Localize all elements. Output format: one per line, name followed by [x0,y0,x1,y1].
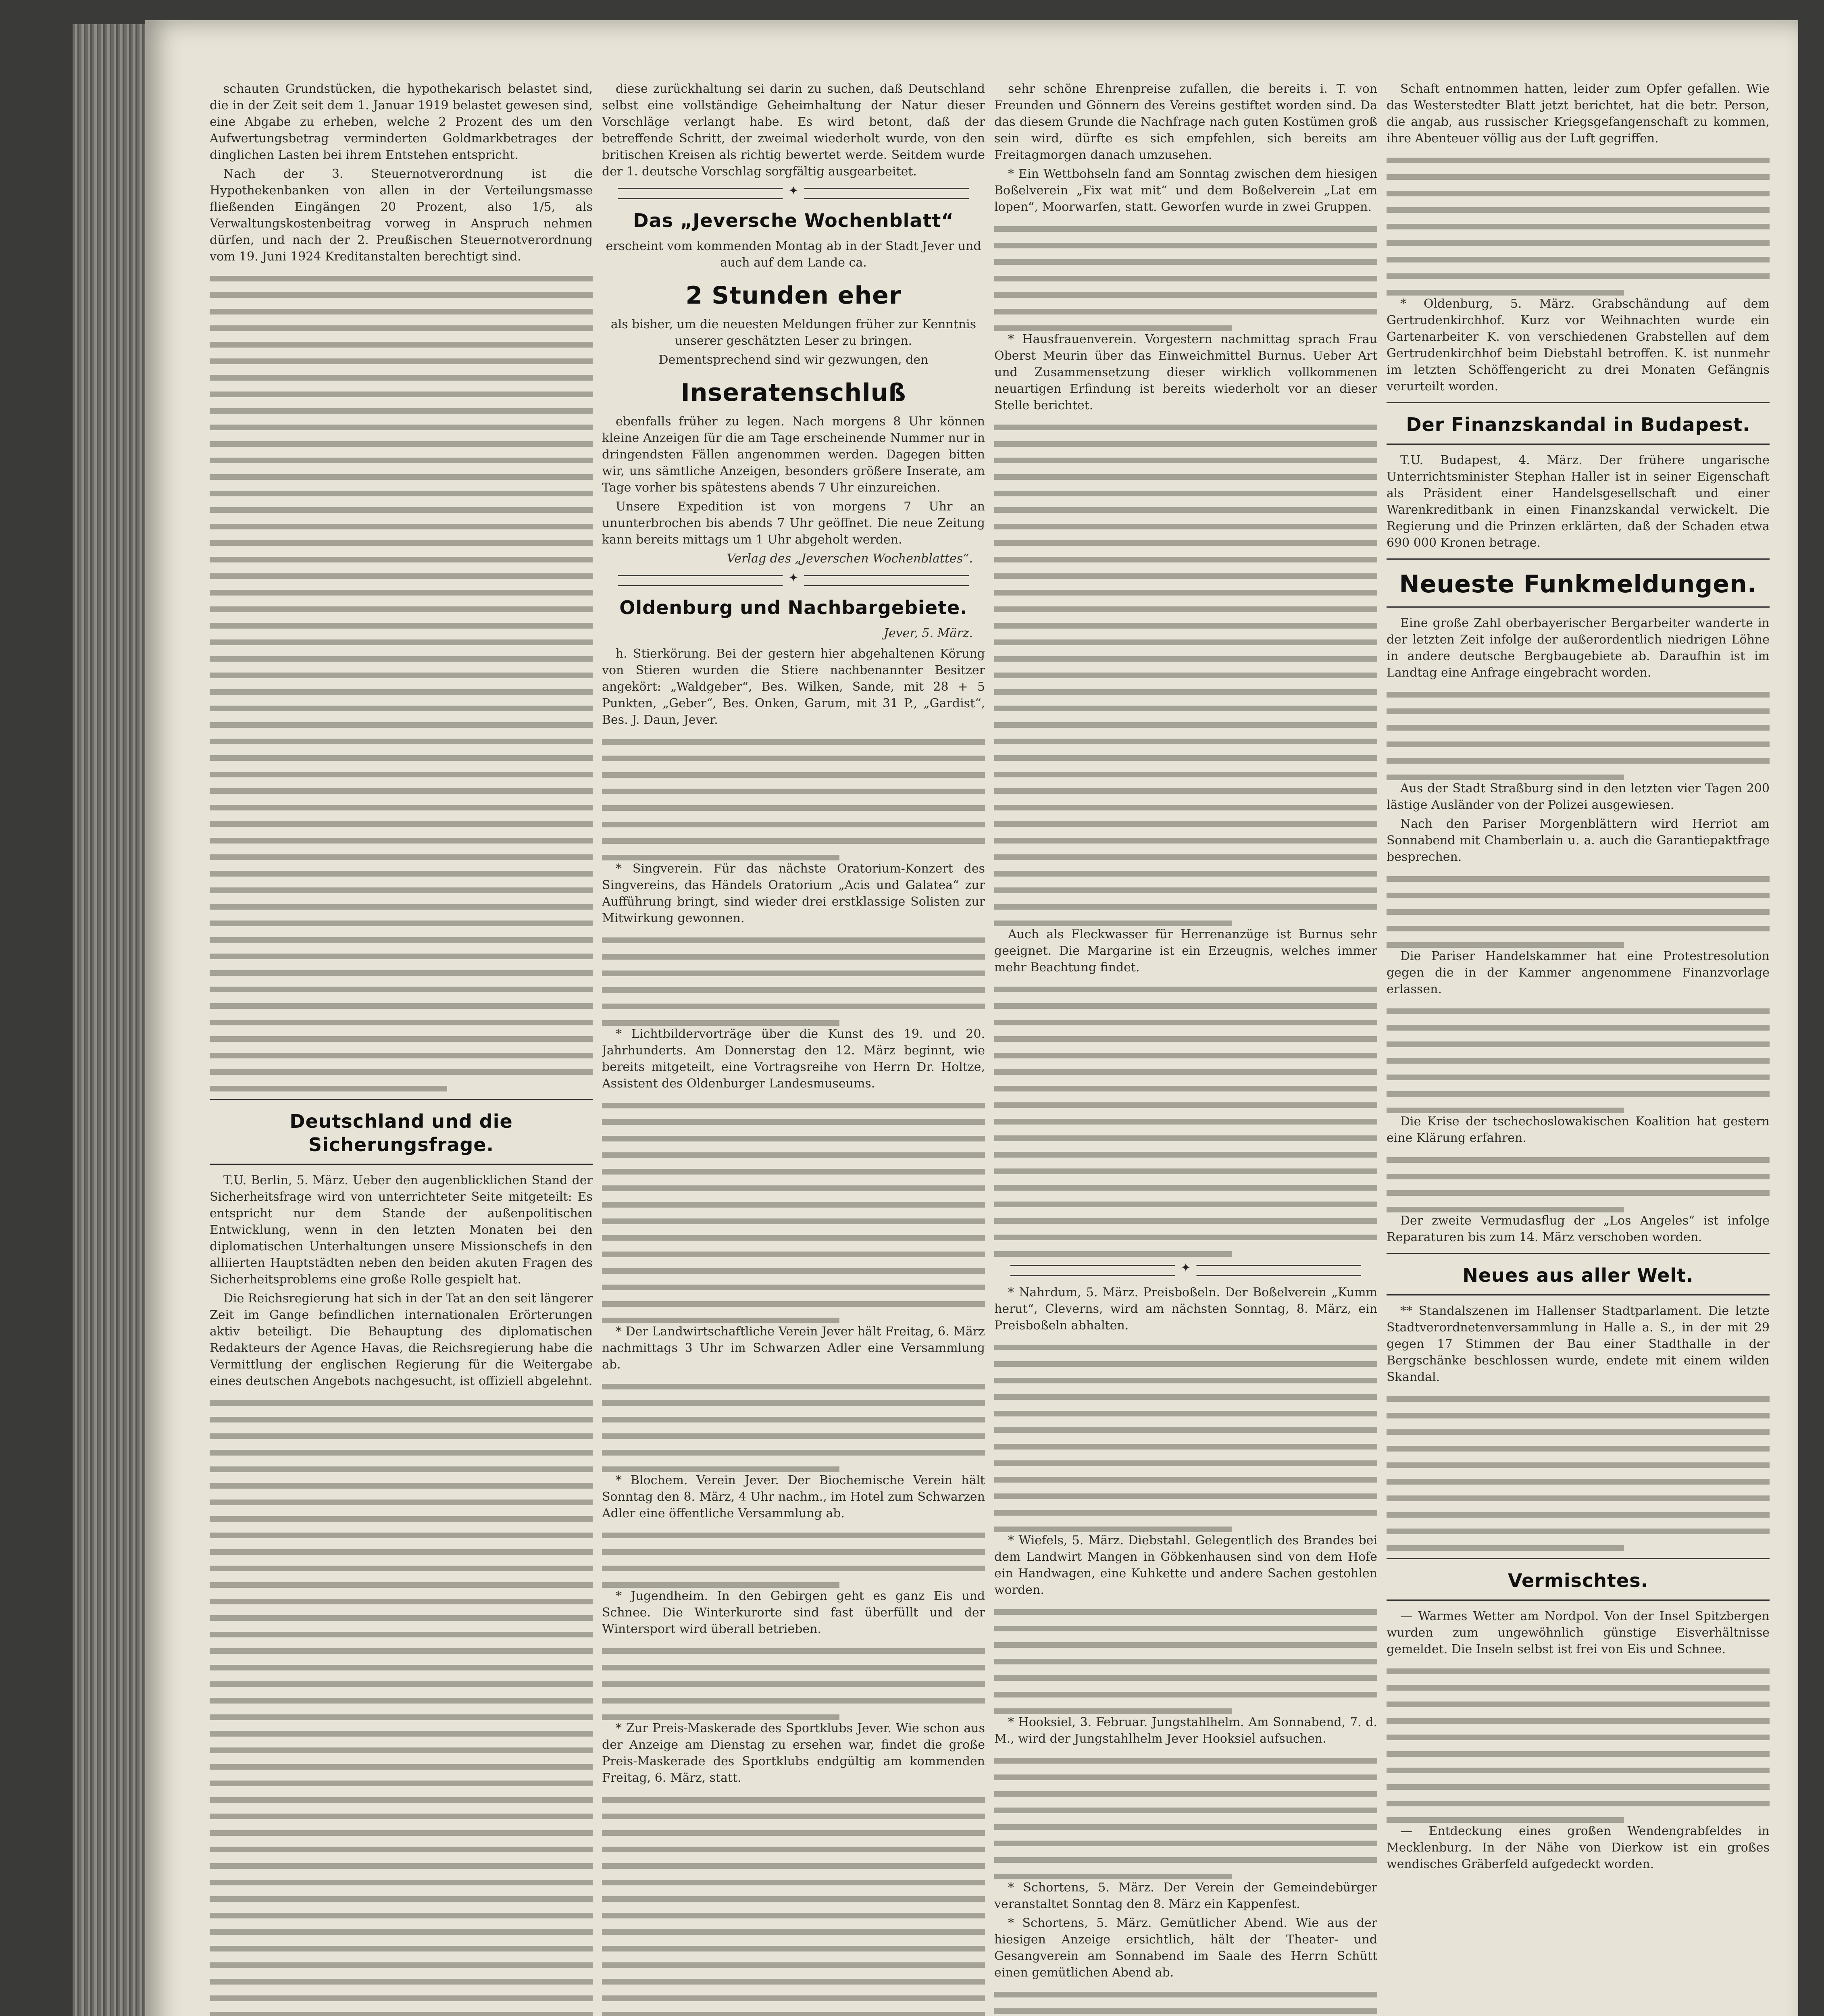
paragraph: ** Standalszenen im Hallenser Stadtparlament. Die letzte Stadtverordnetenversammlung in Halle a. S., in der mit 29 gegen 17 Stimmen der Bau einer Stadthalle in der Bergschänke beschlossen wurde, endete mit einem wilden Skandal. [1387,1304,1770,1384]
paragraph: Nach den Pariser Morgenblättern wird Herriot am Sonnabend mit Chamberlain u. a. auch die Garantiepaktfrage besprechen. [1387,817,1770,864]
newspaper-columns [210,81,1790,2016]
notice-headline: Das „Jeversche Wochenblatt“ [633,210,954,231]
paragraph: T.U. Berlin, 5. März. Ueber den augenblicklichen Stand der Sicherheitsfrage wird von unterrichteter Seite mitgeteilt: Es entspricht nur dem Stande der außenpolitischen Entwicklung, wenn in den letzten Monaten bei den diplomatischen Unterhaltungen unsere Missionschefs in den alliierten Hauptstädten neben den beiden akuten Fragen des Sicherheitsproblems eine große Rolle gespielt hat. [210,1173,593,1287]
ornament-divider [618,188,969,199]
paragraph: * Lichtbildervorträge über die Kunst des 19. und 20. Jahrhunderts. Am Donnerstag den 12. März beginnt, wie bereits mitgeteilt, eine Vortragsreihe von Herrn Dr. Holtze, Assistent des Oldenburger Landesmuseums. [602,1027,985,1091]
paragraph: * Blochem. Verein Jever. Der Biochemische Verein hält Sonntag den 8. März, 4 Uhr nachm., im Hotel zum Schwarzen Adler eine öffentliche Versammlung ab. [602,1473,985,1520]
paragraph: diese zurückhaltung sei darin zu suchen, daß Deutschland selbst eine vollständige Geheimhaltung der Natur dieser Vorschläge verlangt habe. Es wird betont, daß der betreffende Schritt, der zweimal wiederholt wurde, von den britischen Kreisen als richtig bewertet werde. Seitdem wurde der 1. deutsche Vorschlag sorgfältig ausgearbeitet. [602,82,985,179]
paragraph: schauten Grundstücken, die hypothekarisch belastet sind, die in der Zeit seit dem 1. Januar 1919 belastet gewesen sind, eine Abgabe zu erheben, welche 2 Prozent des um den Aufwertungsbetrag verminderten Goldmarkbetrages der dinglichen Lasten bei ihrem Entstehen entspricht. [210,82,593,162]
paragraph: Der zweite Vermudasflug der „Los Angeles“ ist infolge Reparaturen bis zum 14. März verschoben worden. [1387,1214,1770,1244]
text-block [1387,158,1770,296]
section-headline: Vermischtes. [1508,1570,1649,1591]
text-block [994,1758,1377,1879]
paragraph: * Nahrdum, 5. März. Preisboßeln. Der Boßelverein „Kumm herut“, Cleverns, wird am nächsten Sonntag, 8. März, ein Preisboßeln abhalten. [994,1285,1377,1333]
text-block [1387,692,1770,780]
notice-text: Dementsprechend sind wir gezwungen, den [658,353,929,367]
text-block [602,1384,985,1472]
section-headline: Oldenburg und Nachbargebiete. [619,597,968,619]
paragraph: * Hausfrauenverein. Vorgestern nachmittag sprach Frau Oberst Meurin über das Einweichmittel Burnus. Ueber Art und Zusammensetzung dieser wirklich vollkommenen neuartigen Erfindung ist bereits wiederholt vor an dieser Stelle berichtet. [994,332,1377,412]
article-headline: Der Finanzskandal in Budapest. [1406,414,1750,435]
paragraph: Aus der Stadt Straßburg sind in den letzten vier Tagen 200 lästige Ausländer von der Polizei ausgewiesen. [1387,781,1770,812]
paragraph: * Der Landwirtschaftliche Verein Jever hält Freitag, 6. März nachmittags 3 Uhr im Schwarzen Adler eine Versammlung ab. [602,1325,985,1372]
paragraph: sehr schöne Ehrenpreise zufallen, die bereits i. T. von Freunden und Gönnern des Vereins gestiftet worden sind. Da das diesem Grunde die Nachfrage nach guten Kostümen groß sein wird, dürfte es sich empfehlen, sich bereits am Freitagmorgen danach umzusehen. [994,82,1377,162]
paragraph: * Zur Preis-Maskerade des Sportklubs Jever. Wie schon aus der Anzeige am Dienstag zu ersehen war, findet die große Preis-Maskerade des Sportklubs endgültig am kommenden Freitag, 6. März, statt. [602,1721,985,1785]
text-block [210,276,593,1091]
paragraph: Die Krise der tschechoslowakischen Koalition hat gestern eine Klärung erfahren. [1387,1114,1770,1145]
section-headline: Neues aus aller Welt. [1462,1264,1694,1286]
text-block [602,937,985,1026]
text-block [994,1345,1377,1532]
paragraph: — Entdeckung eines großen Wendengrabfeldes in Mecklenburg. In der Nähe von Dierkow ist ein großes wendisches Gräberfeld aufgedeckt worden. [1387,1824,1770,1871]
text-block [602,1797,985,2016]
text-block [994,226,1377,331]
text-block [994,987,1377,1257]
paragraph: * Schortens, 5. März. Der Verein der Gemeindebürger veranstaltet Sonntag den 8. März ein Kappenfest. [994,1881,1377,1911]
notice-text: als bisher, um die neuesten Meldungen früher zur Kenntnis unserer geschätzten Leser zu bringen. [610,317,977,348]
column-1 [210,81,593,2016]
paragraph: Eine große Zahl oberbayerischer Bergarbeiter wanderte in der letzten Zeit infolge der außerordentlich niedrigen Löhne in andere deutsche Bergbaugebiete ab. Daraufhin ist im Landtag eine Anfrage eingebracht worden. [1387,616,1770,680]
paragraph: Unsere Expedition ist von morgens 7 Uhr an ununterbrochen bis abends 7 Uhr geöffnet. Die neue Zeitung kann bereits mittags um 1 Uhr abgeholt werden. [602,500,985,547]
text-block [994,425,1377,926]
paragraph: ebenfalls früher zu legen. Nach morgens 8 Uhr können kleine Anzeigen für die am Tage erscheinende Nummer nur in dringendsten Fällen angenommen werden. Dagegen bitten wir, uns sämtliche Anzeigen, besonders größere Inserate, am Tage vorher bis spätestens abends 7 Uhr einzureichen. [602,414,985,495]
notice-headline: Inseratenschluß [681,379,906,407]
paragraph: * Jugendheim. In den Gebirgen geht es ganz Eis und Schnee. Die Winterkurorte sind fast überfüllt und der Wintersport wird überall betrieben. [602,1589,985,1636]
paragraph: * Ein Wettbohseln fand am Sonntag zwischen dem hiesigen Boßelverein „Fix wat mit“ und dem Boßelverein „Lat em lopen“, Moorwarfen, statt. Geworfen wurde in zwei Gruppen. [994,167,1377,214]
dateline: Jever, 5. März. [883,626,973,640]
paragraph: h. Stierkörung. Bei der gestern hier abgehaltenen Körung von Stieren wurden die Stiere nachbenannter Besitzer angekört: „Waldgeber“, Bes. Wilken, Sande, mit 28 + 5 Punkten, „Geber“, Bes. Onken, Garum, mit 31 P., „Gardist“, Bes. J. Daun, Jever. [602,647,985,727]
paragraph: * Hooksiel, 3. Februar. Jungstahlhelm. Am Sonnabend, 7. d. M., wird der Jungstahlhelm Jever Hooksiel aufsuchen. [994,1715,1377,1746]
text-block [1387,1157,1770,1212]
paragraph: * Wiefels, 5. März. Diebstahl. Gelegentlich des Brandes bei dem Landwirt Mangen in Göbkenhausen sind von dem Hofe ein Handwagen, eine Kuhkette und andere Sachen gestohlen worden. [994,1533,1377,1597]
paragraph: Nach der 3. Steuernotverordnung ist die Hypothekenbanken von allen in der Verteilungsmasse fließenden Eingängen 20 Prozent, also 1/5, als Verwaltungskostenbeitrag vorweg in Anspruch nehmen dürfen, und nach der 2. Preußischen Steuernotverordnung vom 19. Juni 1924 Kreditanstalten berechtigt sind. [210,167,593,264]
text-block [1387,876,1770,948]
text-block [602,1533,985,1588]
column-4 [1387,81,1770,2016]
notice-text: erscheint vom kommenden Montag ab in der Stadt Jever und auch auf dem Lande ca. [606,239,981,270]
text-block [1387,1396,1770,1551]
text-block [210,1400,593,2016]
book-page-edges [73,24,153,2016]
ornament-divider [618,575,969,586]
text-block [602,739,985,860]
text-block [602,1648,985,1720]
text-block [1387,1668,1770,1823]
text-block [1387,1008,1770,1113]
article-headline: Deutschland und die Sicherungsfrage. [289,1110,513,1156]
paragraph: Die Reichsregierung hat sich in der Tat an den seit längerer Zeit im Gange befindlichen internationalen Erörterungen aktiv beteiligt. Die Behauptung des diplomatischen Redakteurs der Agence Havas, die Reichsregierung habe die Vermittlung der englischen Regierung für die Weitergabe eines deutschen Angebots nachgesucht, ist offiziell abgelehnt. [210,1291,593,1388]
column-3 [994,81,1377,2016]
notice-headline: 2 Stunden eher [685,281,902,310]
paragraph: Auch als Fleckwasser für Herrenanzüge ist Burnus sehr geeignet. Die Margarine ist ein Erzeugnis, welches immer mehr Beachtung findet. [994,927,1377,975]
paragraph: Schaft entnommen hatten, leider zum Opfer gefallen. Wie das Westerstedter Blatt jetzt berichtet, hat die betr. Person, die angab, aus russischer Kriegsgefangenschaft zu kommen, ihre Abenteuer völlig aus der Luft gegriffen. [1387,82,1770,146]
text-block [994,1609,1377,1714]
paragraph: — Warmes Wetter am Nordpol. Von der Insel Spitzbergen wurden zum ungewöhnlich günstige Eisverhältnisse gemeldet. Die Inseln selbst ist frei von Eis und Schnee. [1387,1609,1770,1656]
paragraph: T.U. Budapest, 4. März. Der frühere ungarische Unterrichtsminister Stephan Haller ist in seiner Eigenschaft als Präsident einer Handelsgesellschaft und einer Warenkreditbank in einen Finanzskandal verwickelt. Die Regierung und die Prinzen erklärten, daß der Schaden etwa 690 000 Kronen betrage. [1387,453,1770,550]
text-block [994,1992,1377,2016]
ornament-divider [1010,1265,1361,1276]
text-block [602,1103,985,1323]
column-2 [602,81,985,2016]
paragraph: * Schortens, 5. März. Gemütlicher Abend. Wie aus der hiesigen Anzeige ersichtlich, hält der Theater- und Gesangverein am Sonnabend im Saale des Herrn Schütt einen gemütlichen Abend ab. [994,1916,1377,1980]
paragraph: Die Pariser Handelskammer hat eine Protestresolution gegen die in der Kammer angenommene Finanzvorlage erlassen. [1387,949,1770,996]
paragraph: * Singverein. Für das nächste Oratorium-Konzert des Singvereins, das Händels Oratorium „Acis und Galatea“ zur Aufführung bringt, sind wieder drei erstklassige Solisten zur Mitwirkung gewonnen. [602,862,985,925]
paragraph: * Oldenburg, 5. März. Grabschändung auf dem Gertrudenkirchhof. Kurz vor Weihnachten wurde ein Gartenarbeiter K. von verschiedenen Grabstellen auf dem Gertrudenkirchhof beim Diebstahl betroffen. K. ist nunmehr im letzten Schöffengericht zu drei Monaten Gefängnis verurteilt worden. [1387,297,1770,394]
newspaper-page [145,20,1798,2016]
notice-signature: Verlag des „Jeverschen Wochenblattes“. [727,552,973,566]
section-headline: Neueste Funkmeldungen. [1399,570,1757,598]
